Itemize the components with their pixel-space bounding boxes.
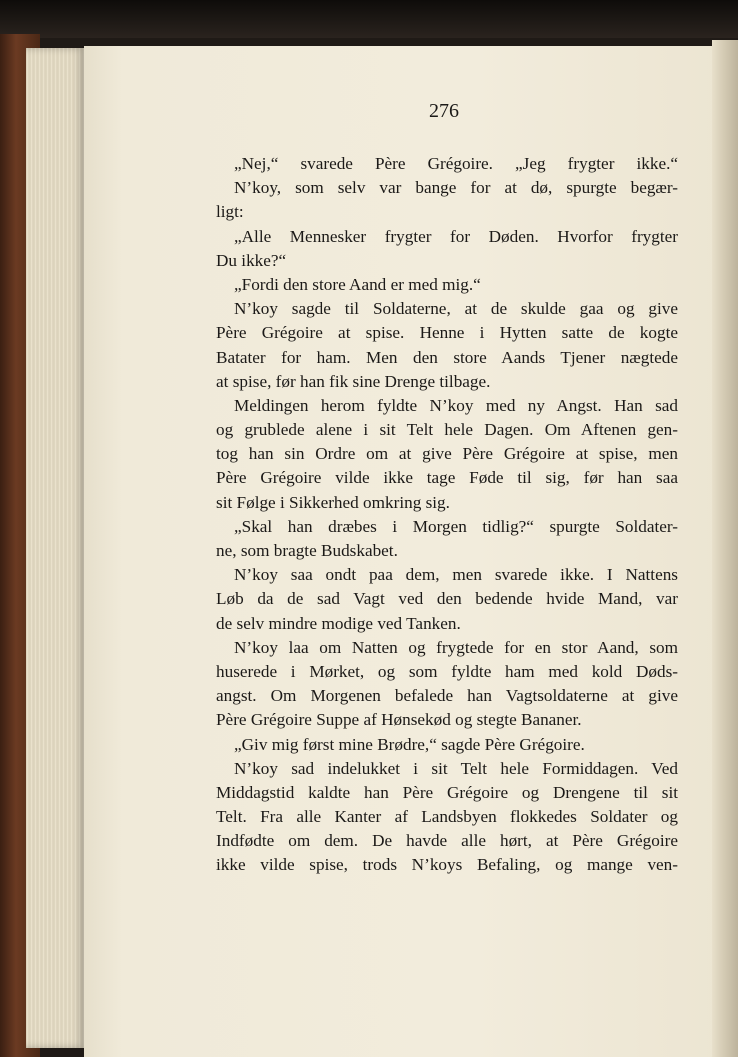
text-line: N’koy sad indelukket i sit Telt hele Formiddagen. Ved xyxy=(234,758,678,778)
text-line: N’koy sagde til Soldaterne, at de skulde gaa og give xyxy=(234,299,678,319)
text-line: Indfødte om dem. De havde alle hørt, at Père Grégoire xyxy=(216,831,678,851)
text-line: Père Grégoire at spise. Henne i Hytten satte de kogte xyxy=(216,323,678,343)
text-line: N’koy saa ondt paa dem, men svarede ikke. I Nattens xyxy=(234,565,678,585)
page-stack-edges xyxy=(26,48,86,1048)
text-line: „Nej,“ svarede Père Grégoire. „Jeg frygter ikke.“ xyxy=(234,154,678,173)
text-line: at spise, før han fik sine Drenge tilbage. xyxy=(216,371,491,391)
text-line: Père Grégoire Suppe af Hønsekød og stegte Bananer. xyxy=(216,710,582,730)
text-line: Batater for ham. Men den store Aands Tjener nægtede xyxy=(216,347,678,367)
text-line: sit Følge i Sikkerhed omkring sig. xyxy=(216,492,450,512)
text-line: „Alle Mennesker frygter for Døden. Hvorfor frygter xyxy=(234,226,678,246)
text-line: Du ikke?“ xyxy=(216,250,287,270)
page-right-edge xyxy=(712,40,738,1057)
top-shadow xyxy=(0,0,738,38)
text-line: angst. Om Morgenen befalede han Vagtsoldaterne at give xyxy=(216,686,678,706)
page-number: 276 xyxy=(429,100,459,122)
text-line: ligt: xyxy=(216,202,244,222)
text-line: Telt. Fra alle Kanter af Landsbyen flokkedes Soldater og xyxy=(216,807,678,827)
text-line: Løb da de sad Vagt ved den bedende hvide Mand, var xyxy=(216,589,678,609)
text-line: de selv mindre modige ved Tanken. xyxy=(216,613,461,633)
text-line: „Fordi den store Aand er med mig.“ xyxy=(234,274,481,294)
text-line: huserede i Mørket, og som fyldte ham med kold Døds- xyxy=(216,661,678,681)
text-line: ikke vilde spise, trods N’koys Befaling, og mange ven- xyxy=(216,855,678,875)
text-line: Père Grégoire vilde ikke tage Føde til sig, før han saa xyxy=(216,468,678,488)
text-line: tog han sin Ordre om at give Père Grégoire at spise, men xyxy=(216,444,678,464)
text-line: N’koy laa om Natten og frygtede for en stor Aand, som xyxy=(234,637,678,657)
body-text xyxy=(216,152,678,878)
text-line: Meldingen herom fyldte N’koy med ny Angst. Han sad xyxy=(234,395,678,415)
text-line: ne, som bragte Budskabet. xyxy=(216,541,398,560)
text-line: N’koy, som selv var bange for at dø, spurgte begær- xyxy=(234,178,678,198)
text-line: og grublede alene i sit Telt hele Dagen. Om Aftenen gen- xyxy=(216,420,678,440)
text-line: „Giv mig først mine Brødre,“ sagde Père Grégoire. xyxy=(234,734,585,754)
text-line: „Skal han dræbes i Morgen tidlig?“ spurgte Soldater- xyxy=(234,516,678,536)
text-line: Middagstid kaldte han Père Grégoire og Drengene til sit xyxy=(216,782,678,802)
